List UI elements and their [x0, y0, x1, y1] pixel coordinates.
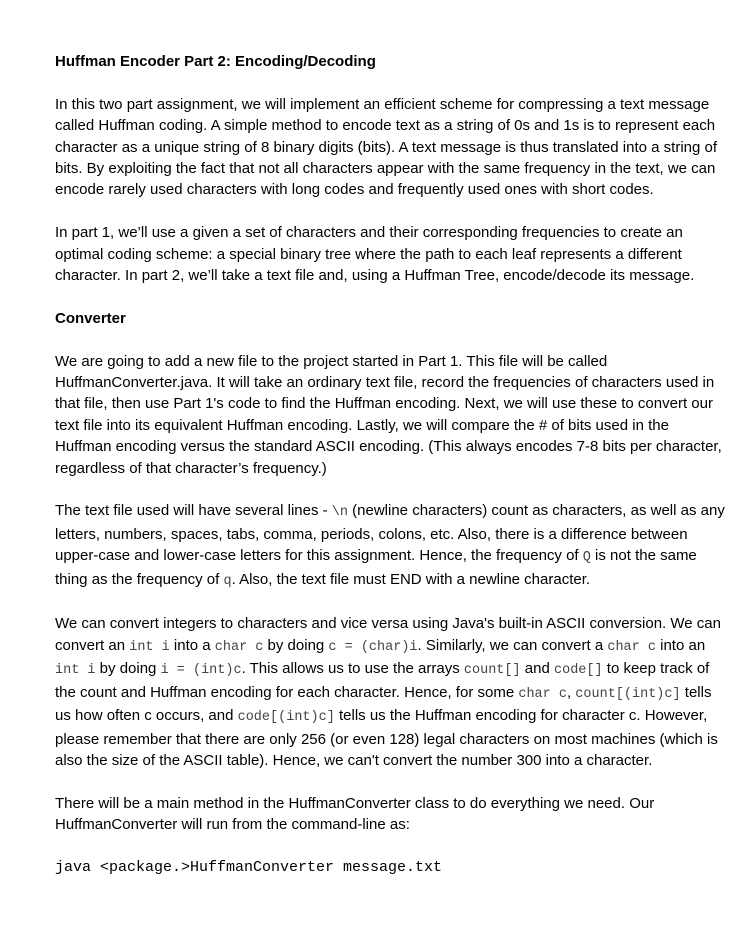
code-cast-char: c = (char)i [328, 639, 418, 655]
code-char-c: char c [607, 639, 656, 655]
code-upper-q: Q [582, 550, 591, 566]
text-run: (newline characters) count as characters, as well as any letters, numbers, spaces, tabs, comma, periods, colons, etc. Also, there is a difference between upper-case and lower-case letters for this assignment. Hence, the frequency of [55, 502, 725, 565]
code-int-i: int i [55, 663, 96, 679]
code-count-array: count[] [463, 663, 521, 679]
text-run: tells us how often c occurs, and [55, 683, 712, 725]
code-lower-q: q [223, 573, 232, 589]
text-run: is not the same thing as the frequency of [55, 547, 697, 588]
page-title: Huffman Encoder Part 2: Encoding/Decoding [55, 53, 376, 70]
command-line-example: java <package.>HuffmanConverter message.txt [55, 858, 443, 876]
main-method-paragraph: There will be a main method in the HuffmanConverter class to do everything we need. Our HuffmanConverter will run from the command-line as: [55, 794, 655, 834]
code-count-index: count[(int)c] [575, 686, 681, 702]
intro-paragraph-1: In this two part assignment, we will implement an efficient scheme for compressing a text message called Huffman coding. A simple method to encode text as a string of 0s and 1s is to represent each character as a unique string of 8 binary digits (bits). A text message is thus translated into a string of bits. By exploiting the fact that not all characters appear with the same frequency in the text, we can encode rarely used characters with long codes and frequently used ones with short codes. [55, 95, 718, 199]
code-newline: \n [331, 505, 348, 521]
text-run: The text file used will have several lines - [55, 502, 332, 520]
text-run: by doing [263, 636, 329, 654]
text-run: . Similarly, we can convert a [417, 636, 608, 654]
conversion-paragraph [55, 613, 725, 771]
text-run: to keep track of the count and Huffman encoding for each character. Hence, for some [55, 660, 710, 701]
code-code-index: code[(int)c] [237, 710, 335, 726]
text-run: tells us the Huffman encoding for character c. However, please remember that there are only 256 (or even 128) legal characters on most machines (which is also the size of the ASCII table). Hence, we can't convert the number 300 into a character. [55, 707, 718, 769]
text-run: , [566, 683, 576, 701]
text-run: into a [169, 636, 215, 654]
code-char-c: char c [214, 639, 264, 655]
text-run: . This allows us to use the arrays [241, 660, 464, 678]
code-cast-int: i = (int)c [160, 663, 242, 679]
code-char-c: char c [518, 686, 567, 702]
text-run: We can convert integers to characters and vice versa using Java's built-in ASCII conversion. We can convert an [55, 615, 721, 654]
text-run: and [520, 660, 554, 678]
converter-paragraph: We are going to add a new file to the project started in Part 1. This file will be called HuffmanConverter.java. It will take an ordinary text file, record the frequencies of characters used in that file, then use Part 1's code to find the Huffman encoding. Next, we will use these to convert our text file into its equivalent Huffman encoding. Lastly, we will compare the # of bits used in the Huffman encoding versus the standard ASCII encoding. (This always encodes 7-8 bits per character, regardless of that character’s frequency.) [55, 352, 722, 477]
document [55, 51, 725, 878]
text-run: by doing [95, 660, 161, 678]
text-run: . Also, the text file must END with a newline character. [231, 570, 591, 588]
converter-heading: Converter [55, 309, 126, 327]
text-run: into an [655, 636, 706, 654]
intro-paragraph-2: In part 1, we’ll use a given a set of characters and their corresponding frequencies to create an optimal coding scheme: a special binary tree where the path to each leaf represents a different character. In part 2, we’ll take a text file and, using a Huffman Tree, encode/decode its message. [55, 224, 695, 285]
code-code-array: code[] [554, 663, 603, 679]
code-int-i: int i [129, 639, 170, 655]
text-file-paragraph [55, 500, 725, 592]
